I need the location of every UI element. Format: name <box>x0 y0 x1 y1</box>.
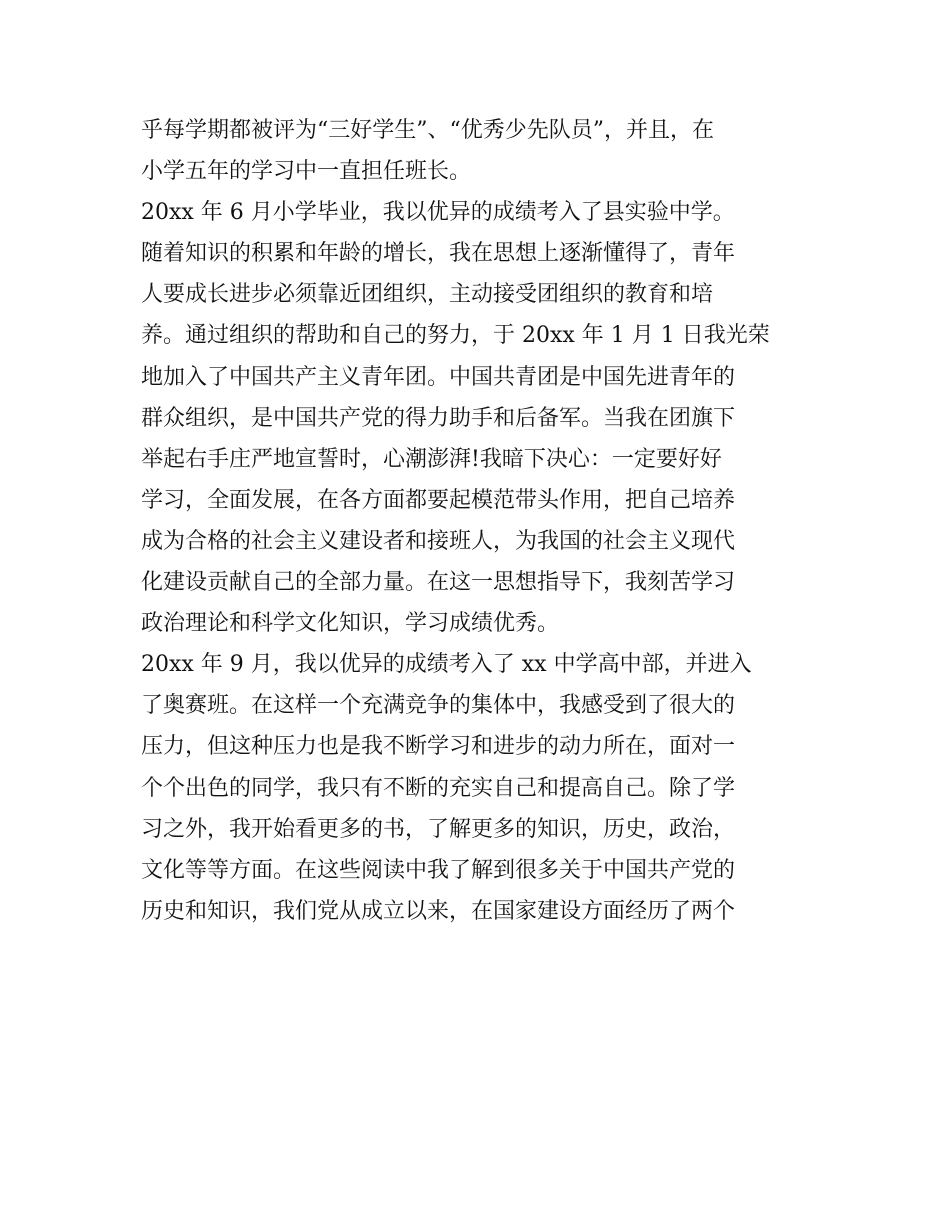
text-line: 举起右手庄严地宣誓时，心潮澎湃!我暗下决心：一定要好好 <box>141 446 722 472</box>
text-line: 文化等等方面。在这些阅读中我了解到很多关于中国共产党的 <box>141 857 736 883</box>
text-line: 20xx 年 9 月，我以优异的成绩考入了 xx 中学高中部，并进入 <box>141 652 752 678</box>
text-line: 个个出色的同学，我只有不断的充实自己和提高自己。除了学 <box>141 775 736 801</box>
text-line: 了奥赛班。在这样一个充满竞争的集体中，我感受到了很大的 <box>141 693 736 719</box>
text-line: 乎每学期都被评为“三好学生”、“优秀少先队员”，并且，在 <box>141 118 714 143</box>
text-line: 小学五年的学习中一直担任班长。 <box>141 159 472 185</box>
text-line: 地加入了中国共产主义青年团。中国共青团是中国先进青年的 <box>141 364 736 390</box>
text-line: 20xx 年 6 月小学毕业，我以优异的成绩考入了县实验中学。 <box>141 200 735 226</box>
text-line: 政治理论和科学文化知识，学习成绩优秀。 <box>141 611 560 637</box>
text-line: 成为合格的社会主义建设者和接班人，为我国的社会主义现代 <box>141 528 736 554</box>
body-text <box>141 110 816 932</box>
text-line: 压力，但这种压力也是我不断学习和进步的动力所在，面对一 <box>141 734 736 760</box>
text-line: 人要成长进步必须靠近团组织，主动接受团组织的教育和培 <box>141 282 714 308</box>
text-line: 历史和知识，我们党从成立以来，在国家建设方面经历了两个 <box>141 898 736 924</box>
text-line: 随着知识的积累和年龄的增长，我在思想上逐渐懂得了，青年 <box>141 241 736 267</box>
text-line: 养。通过组织的帮助和自己的努力，于 20xx 年 1 月 1 日我光荣 <box>141 323 770 349</box>
text-line: 群众组织，是中国共产党的得力助手和后备军。当我在团旗下 <box>141 405 736 431</box>
text-line: 化建设贡献自己的全部力量。在这一思想指导下，我刻苦学习 <box>141 570 736 596</box>
text-line: 学习，全面发展，在各方面都要起模范带头作用，把自己培养 <box>141 487 736 513</box>
text-line: 习之外，我开始看更多的书，了解更多的知识，历史，政治， <box>141 816 736 842</box>
